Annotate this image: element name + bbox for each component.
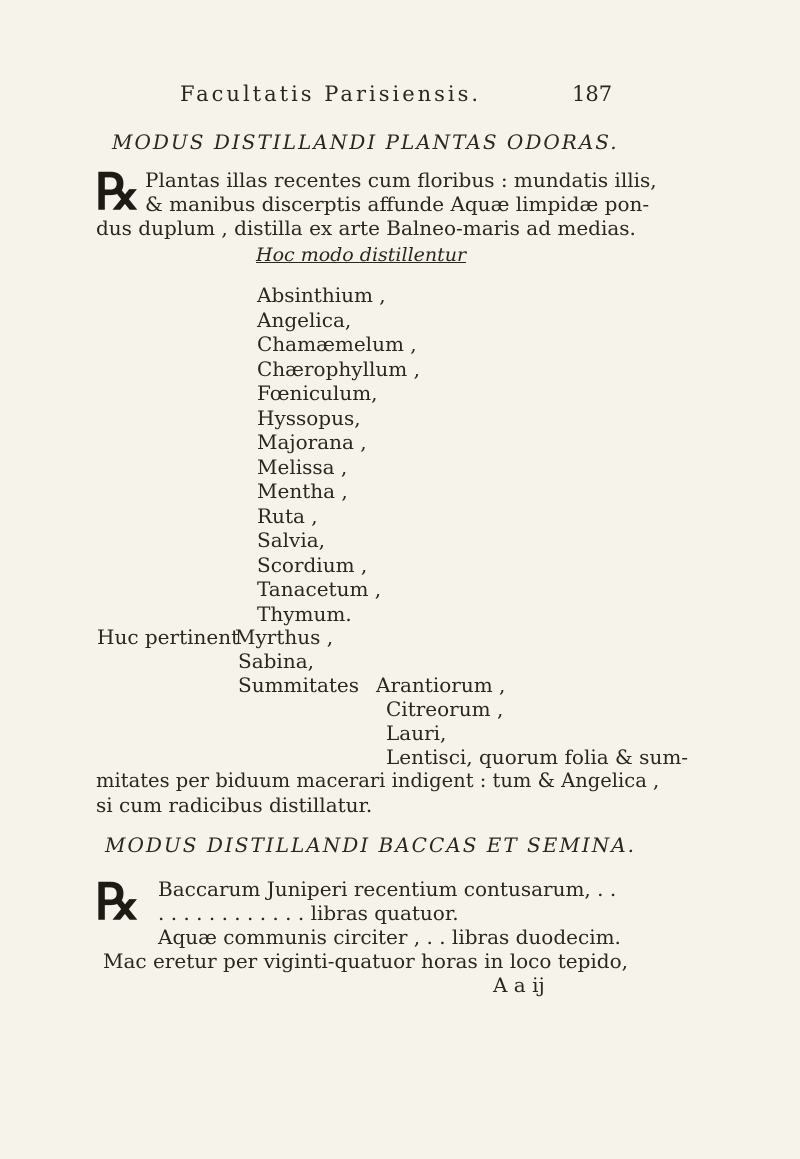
section-title-plantas: MODUS DISTILLANDI PLANTAS ODORAS. — [112, 130, 619, 154]
list-item: Fœniculum, — [257, 381, 378, 405]
list-item: Mentha , — [257, 479, 348, 503]
recipe-line-2: . . . . . . . . . . . . libras quatuor. — [158, 901, 459, 925]
list-item: Chærophyllum , — [257, 356, 420, 381]
recipe-symbol: ℞ — [95, 872, 140, 931]
intro-line-2: & manibus discerptis affunde Aquæ limpidæ pon- — [145, 192, 650, 216]
intro-line-1: Plantas illas recentes cum floribus : mundatis illis, — [145, 168, 657, 192]
closing-line-2: si cum radicibus distillatur. — [96, 793, 373, 817]
signature-mark: A a ij — [493, 973, 545, 997]
running-header: Facultatis Parisiensis. — [180, 82, 482, 106]
list-item: Angelica, — [257, 307, 352, 332]
list-item: Scordium , — [257, 552, 368, 577]
list-item: Lauri, — [386, 721, 447, 745]
herb-list — [257, 283, 420, 626]
list-item: Salvia, — [257, 528, 325, 552]
list-item: Ruta , — [257, 503, 318, 528]
recipe-line-4: Mac eretur per viginti-quatuor horas in loco tepido, — [103, 949, 629, 973]
recipe-line-1: Baccarum Juniperi recentium contusarum, . . — [158, 877, 617, 901]
list-item: Thymum. — [257, 601, 352, 626]
list-item: Tanacetum , — [257, 577, 382, 601]
closing-line-1: mitates per biduum macerari indigent : tum & Angelica , — [96, 769, 660, 792]
section-title-baccas: MODUS DISTILLANDI BACCAS ET SEMINA. — [105, 833, 637, 857]
page-number: 187 — [572, 82, 613, 106]
list-item: Sabina, — [238, 649, 314, 673]
list-item: Citreorum , — [386, 697, 504, 721]
list-item: Myrthus , — [235, 625, 334, 649]
list-item: Melissa , — [257, 454, 348, 479]
list-item: Summitates — [238, 673, 360, 697]
list-item: Arantiorum , — [376, 673, 506, 697]
subtitle: Hoc modo distillentur — [256, 244, 467, 266]
recipe-symbol: ℞ — [95, 162, 140, 221]
list-item: Chamæmelum , — [257, 332, 417, 356]
recipe-line-3: Aquæ communis circiter , . . libras duodecim. — [158, 925, 621, 949]
pertinent-label: Huc pertinent — [97, 625, 240, 649]
list-item: Absinthium , — [257, 283, 386, 307]
lentisci-line: Lentisci, quorum folia & sum- — [386, 745, 689, 769]
list-item: Majorana , — [257, 430, 367, 454]
list-item: Hyssopus, — [257, 405, 361, 430]
intro-line-3: dus duplum , distilla ex arte Balneo-maris ad medias. — [96, 216, 636, 240]
